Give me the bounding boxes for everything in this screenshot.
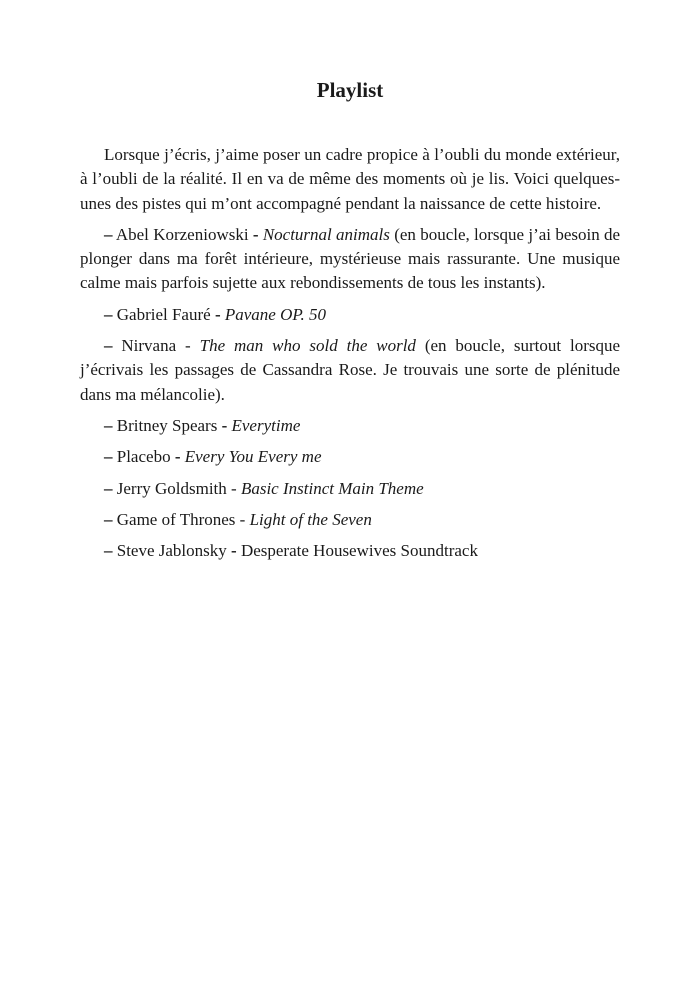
track-artist: Britney Spears [116,415,218,435]
track-separator: - [252,224,259,244]
track-dash: – [104,415,113,435]
track-title: Light of the Seven [249,509,372,529]
page-title: Playlist [316,78,384,102]
track-artist: Abel Korzeniowski [115,224,249,244]
track-item [80,508,620,532]
track-title: Basic Instinct Main Theme [240,478,424,498]
track-dash: – [104,509,113,529]
track-dash: – [104,541,113,561]
track-title: The man who sold the world [199,336,416,356]
track-artist: Gabriel Fauré [116,304,211,324]
track-item [80,223,620,296]
track-separator: - [231,478,237,498]
track-separator: - [174,447,181,467]
document-page [80,0,620,570]
track-dash: – [104,478,113,498]
track-dash: – [104,304,113,324]
track-item [80,477,620,501]
body-text [80,143,620,563]
track-title: Nocturnal animals [262,224,390,244]
track-artist: Nirvana [121,336,177,356]
track-dash: – [104,336,113,356]
track-separator: - [231,541,237,561]
track-item [80,303,620,327]
track-dash: – [104,447,113,467]
track-separator: - [239,509,246,529]
intro-paragraph: Lorsque j’écris, j’aime poser un cadre propice à l’oubli du monde extérieur, à l’oubli de la réalité. Il en va de même des moments où je lis. Voici quelques-unes des pistes qui m’ont accompagné pendant la naissance de cette histoire. [80,145,620,213]
track-artist: Placebo [116,447,171,467]
track-title: Desperate Housewives Soundtrack [240,541,478,561]
track-artist: Game of Thrones [116,509,236,529]
track-separator: - [221,415,228,435]
track-item [80,445,620,469]
track-item [80,414,620,438]
track-title: Pavane OP. 50 [224,304,327,324]
track-dash: – [104,224,113,244]
track-artist: Jerry Goldsmith [116,478,227,498]
track-title: Every You Every me [184,447,322,467]
track-note: (en boucle, lorsque j’ai besoin de plonger dans ma forêt intérieure, mystérieuse mais rassurante. Une musique calme mais parfois sujette aux rebondissements de tous les instants). [80,224,621,293]
track-note: (en boucle, surtout lorsque j’écrivais les passages de Cassandra Rose. Je trouvais une sorte de plénitude dans ma mélancolie). [80,336,621,404]
track-title: Everytime [231,415,301,435]
track-item [80,539,620,563]
track-separator: - [214,304,221,324]
track-item [80,334,620,407]
track-separator: - [185,336,191,356]
track-artist: Steve Jablonsky [116,541,227,561]
